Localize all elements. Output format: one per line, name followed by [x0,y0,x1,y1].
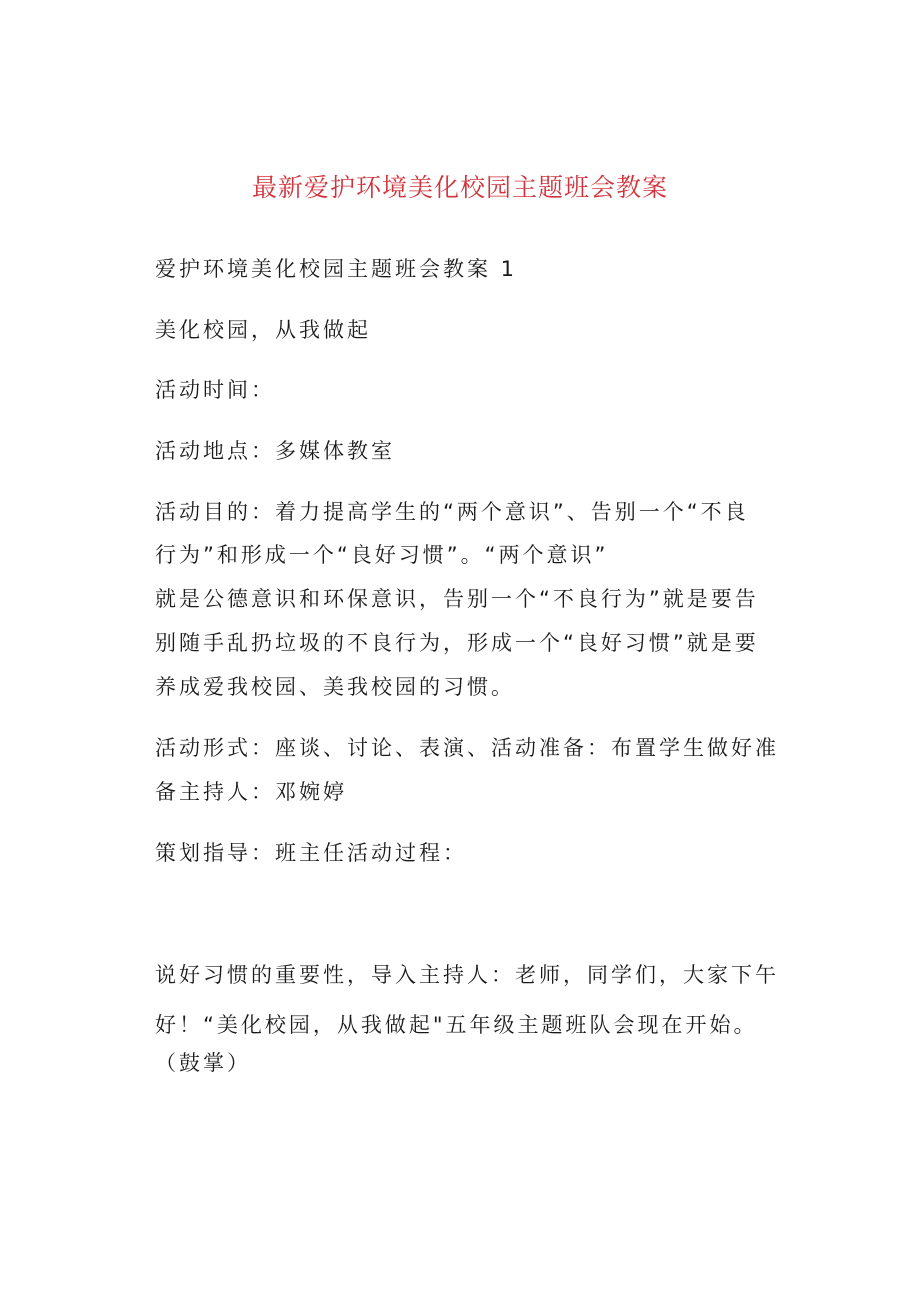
paragraph-line: 策划指导：班主任活动过程： [155,841,467,865]
paragraph-line: 就是公德意识和环保意识，告别一个“不良行为”就是要告 [155,587,759,611]
paragraph-line: 别随手乱扔垃圾的不良行为，形成一个“良好习惯”就是要 [155,631,759,655]
paragraph-line: 活动目的：着力提高学生的“两个意识”、告别一个“不良 [155,500,749,524]
paragraph-line: 备主持人：邓婉婷 [155,780,347,804]
paragraph-line: 好！“美化校园，从我做起"五年级主题班队会现在开始。 [155,1013,758,1037]
paragraph-line: 说好习惯的重要性，导入主持人：老师，同学们，大家下午 [155,963,779,987]
paragraph-line: 行为”和形成一个“良好习惯”。“两个意识” [155,543,609,567]
section-heading: 爱护环境美化校园主题班会教案 1 [155,257,518,281]
paragraph-line: 活动形式：座谈、讨论、表演、活动准备：布置学生做好准 [155,736,779,760]
paragraph-line: （鼓掌） [155,1051,251,1075]
paragraph-line: 养成爱我校园、美我校园的习惯。 [155,675,515,699]
paragraph-line: 美化校园，从我做起 [155,318,371,342]
paragraph-line: 活动地点：多媒体教室 [155,439,395,463]
paragraph-line: 活动时间： [155,378,275,402]
document-title: 最新爱护环境美化校园主题班会教案 [251,173,668,202]
